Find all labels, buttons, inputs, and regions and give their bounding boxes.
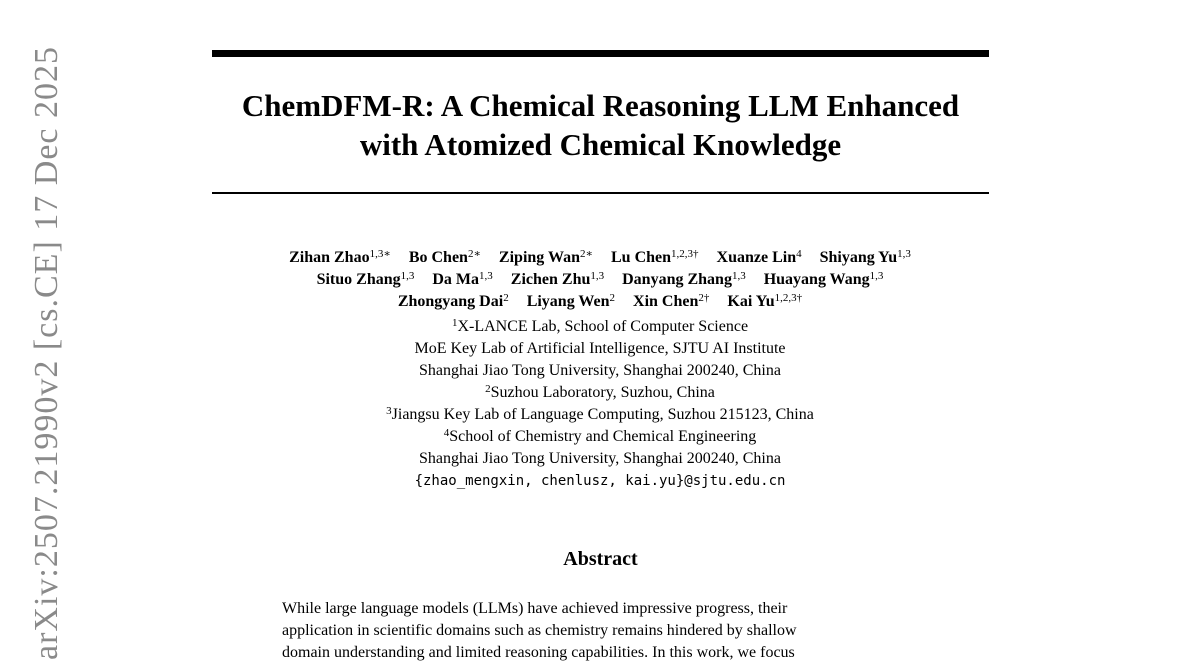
affiliation-list bbox=[100, 316, 1100, 492]
affiliation: $^4$School of Chemistry and Chemical Engineering bbox=[443, 427, 757, 445]
affiliation: MoE Key Lab of Artificial Intelligence, SJTU AI Institute bbox=[414, 340, 786, 357]
title-line: ChemDFM-R: A Chemical Reasoning LLM Enhanced bbox=[241, 88, 960, 123]
author: Shiyang Yu$^{1,3}$ bbox=[819, 248, 911, 266]
author: Liyang Wen$^2$ bbox=[526, 292, 616, 310]
author: Lu Chen$^{1,2,3\dagger}$ bbox=[611, 248, 699, 266]
affiliation: $^2$Suzhou Laboratory, Suzhou, China bbox=[485, 383, 715, 401]
author: Da Ma$^{1,3}$ bbox=[432, 270, 493, 288]
affiliation: $^3$Jiangsu Key Lab of Language Computing, Suzhou 215123, China bbox=[386, 405, 814, 423]
title-line: with Atomized Chemical Knowledge bbox=[359, 127, 842, 162]
author: Kai $Yu^{1,2,3\dagger}$ bbox=[727, 292, 803, 310]
author: Zhongyang Dai$^2$ bbox=[397, 292, 509, 310]
title-bottom-rule bbox=[212, 192, 989, 194]
author: Ziping Wan$^{2∗}$ bbox=[498, 248, 593, 266]
author: Zihan Zhao$^{1,3∗}$ bbox=[289, 248, 391, 266]
author-list bbox=[100, 247, 1100, 313]
abstract-line: application in scientific domains such as chemistry remains hindered by shallow bbox=[282, 622, 797, 639]
affiliation: Shanghai Jiao Tong University, Shanghai 200240, China bbox=[419, 450, 781, 467]
affiliation: $^1$X-LANCE Lab, School of Computer Science bbox=[451, 317, 749, 335]
affiliation: Shanghai Jiao Tong University, Shanghai 200240, China bbox=[419, 362, 781, 379]
author-line bbox=[100, 269, 1100, 291]
author-line bbox=[100, 247, 1100, 269]
author: Situo Zhang$^{1,3}$ bbox=[316, 270, 415, 288]
abstract-heading: Abstract bbox=[563, 548, 638, 570]
abstract-text bbox=[282, 598, 922, 664]
title-top-rule bbox=[212, 50, 989, 57]
paper-title bbox=[212, 86, 989, 164]
author: Huayang Wang$^{1,3}$ bbox=[763, 270, 884, 288]
author: Xuanze Lin$^4$ bbox=[716, 248, 802, 266]
author: Danyang Zhang$^{1,3}$ bbox=[622, 270, 746, 288]
abstract-line: While large language models (LLMs) have achieved impressive progress, their bbox=[282, 600, 788, 617]
arxiv-identifier-stamp: arXiv:2507.21990v2 [cs.CE] 17 Dec 2025 bbox=[28, 45, 65, 660]
author: Bo Chen$^{2∗}$ bbox=[408, 248, 481, 266]
author: Zichen Zhu$^{1,3}$ bbox=[510, 270, 605, 288]
author: Xin Chen$^{2\dagger}$ bbox=[633, 292, 710, 310]
abstract-line: domain understanding and limited reasoning capabilities. In this work, we focus bbox=[282, 644, 795, 661]
author-line bbox=[100, 291, 1100, 313]
author-email: {zhao_mengxin, chenlusz, kai.yu}@sjtu.edu.cn bbox=[414, 473, 786, 489]
